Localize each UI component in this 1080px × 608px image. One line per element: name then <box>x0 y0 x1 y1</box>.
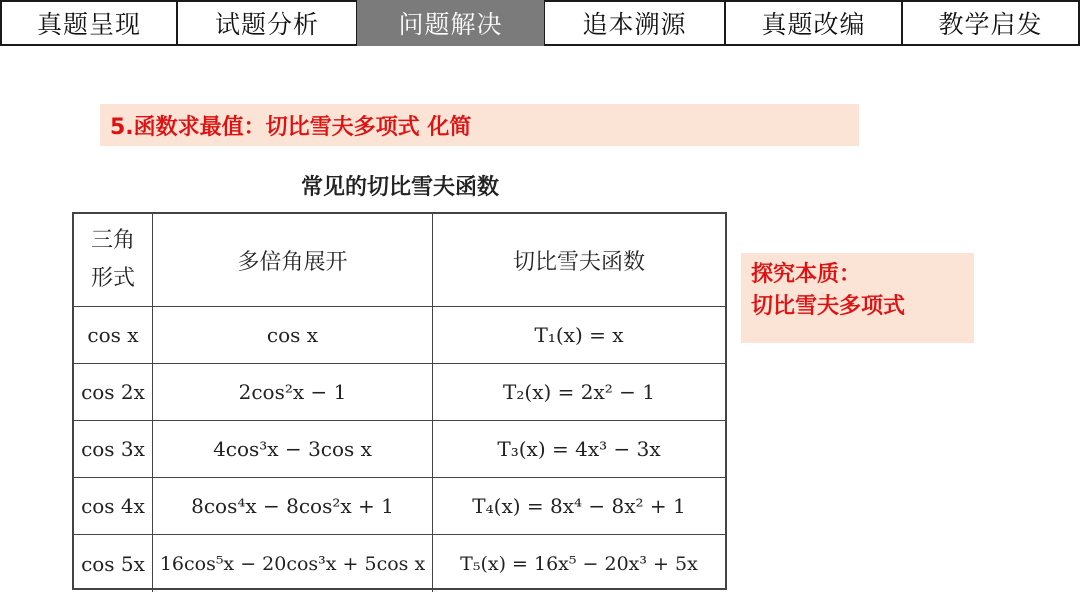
cell-trig: cos x <box>87 323 139 347</box>
cell-chebyshev: T₁(x) = x <box>432 307 725 363</box>
tab-zhenti-gaibian[interactable]: 真题改编 <box>725 0 902 46</box>
cell-chebyshev: T₂(x) = 2x² − 1 <box>432 364 725 420</box>
cell-chebyshev: T₄(x) = 8x⁴ − 8x² + 1 <box>432 478 725 534</box>
table-row <box>74 363 725 420</box>
header-multiple-angle: 多倍角展开 <box>152 214 432 306</box>
chebyshev-table <box>72 212 727 590</box>
header-trig-form <box>74 214 152 306</box>
essence-note-line1: 探究本质： <box>751 262 862 287</box>
table-row <box>74 534 725 592</box>
cell-expansion: cos x <box>152 307 432 363</box>
tab-zhuiben-suyuan[interactable]: 追本溯源 <box>544 0 725 46</box>
header-trig-form-line2: 形式 <box>90 266 135 291</box>
essence-note <box>741 253 974 343</box>
essence-note-line2: 切比雪夫多项式 <box>751 294 906 319</box>
table-row <box>74 477 725 534</box>
tab-wenti-jiejue[interactable]: 问题解决 <box>357 0 544 46</box>
cell-expansion: 4cos³x − 3cos x <box>152 421 432 477</box>
section-title: 5.函数求最值：切比雪夫多项式 化简 <box>100 104 859 146</box>
tab-zhenti-chengxian[interactable]: 真题呈现 <box>0 0 177 46</box>
cell-chebyshev: T₃(x) = 4x³ − 3x <box>432 421 725 477</box>
cell-trig: cos 3x <box>81 437 145 461</box>
cell-expansion: 16cos⁵x − 20cos³x + 5cos x <box>152 535 432 592</box>
cell-expansion: 8cos⁴x − 8cos²x + 1 <box>152 478 432 534</box>
table-row <box>74 420 725 477</box>
cell-chebyshev: T₅(x) = 16x⁵ − 20x³ + 5x <box>432 535 725 592</box>
table-header-row <box>74 214 725 306</box>
cell-trig: cos 2x <box>81 380 145 404</box>
tab-jiaoxue-qifa[interactable]: 教学启发 <box>902 0 1080 46</box>
header-chebyshev-function: 切比雪夫函数 <box>432 214 725 306</box>
table-caption: 常见的切比雪夫函数 <box>300 175 499 200</box>
top-nav <box>0 0 1080 46</box>
table-row <box>74 306 725 363</box>
cell-expansion: 2cos²x − 1 <box>152 364 432 420</box>
tab-shiti-fenxi[interactable]: 试题分析 <box>177 0 357 46</box>
cell-trig: cos 4x <box>81 494 145 518</box>
cell-trig: cos 5x <box>81 551 145 576</box>
header-trig-form-line1: 三角 <box>90 228 135 253</box>
